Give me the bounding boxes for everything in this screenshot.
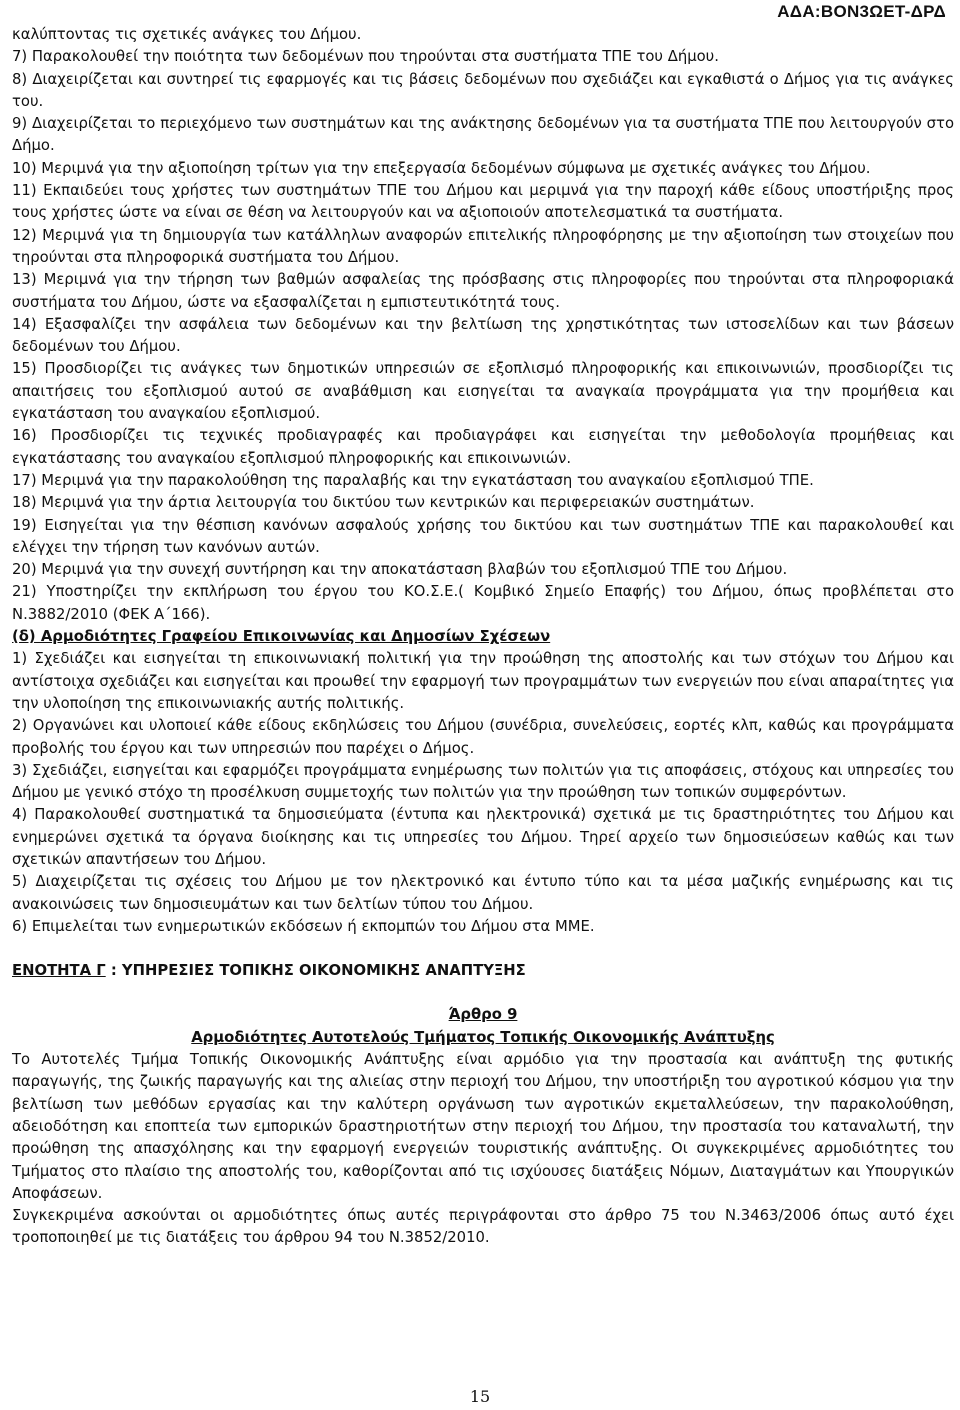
list-item: 4) Παρακολουθεί συστηματικά τα δημοσιεύματα (έντυπα και ηλεκτρονικά) σχετικά με τις δραστηριότητες του Δήμου και ενημερώνει σχετικά τα όργανα διοίκησης και τις υπηρεσίες του Δήμου. Τηρεί αρχείο των δημοσιεύσεων καθώς και των σχετικών απαντήσεων του Δήμου. [12, 806, 954, 868]
list-item: 8) Διαχειρίζεται και συντηρεί τις εφαρμογές και τις βάσεις δεδομένων που σχεδιάζει και εγκαθιστά ο Δήμος για τις ανάγκες του. [12, 70, 954, 110]
article-title: Αρμοδιότητες Αυτοτελούς Τμήματος Τοπικής Οικονομικής Ανάπτυξης [191, 1028, 775, 1046]
list-item: 14) Εξασφαλίζει την ασφάλεια των δεδομένων και την βελτίωση της χρηστικότητας των ιστοσελίδων και των βάσεων δεδομένων του Δήμου. [12, 315, 954, 356]
list-item: 18) Μεριμνά για την άρτια λειτουργία του δικτύου των κεντρικών και περιφερειακών συστημάτων. [12, 494, 755, 512]
article-number: Άρθρο 9 [448, 1006, 518, 1024]
list-item: 16) Προσδιορίζει τις τεχνικές προδιαγραφές και προδιαγράφει και εισηγείται την μεθοδολογία προμήθειας και εγκατάστασης του αναγκαίου εξοπλισμού πληροφορικής και επικοινωνιών. [12, 427, 954, 467]
list-item: 1) Σχεδιάζει και εισηγείται τη επικοινωνιακή πολιτική για την προώθηση της αποστολής και των στόχων του Δήμου και αντίστοιχα σχεδιάζει και εισηγείται και προωθεί την εφαρμογή των προγραμμάτων των ενεργειών που είναι απαραίτητες για την υλοποίηση της επικοινωνιακής αυτής πολιτικής. [12, 650, 954, 712]
article-paragraph: Το Αυτοτελές Τμήμα Τοπικής Οικονομικής Ανάπτυξης είναι αρμόδιο για την προστασία και ανάπτυξη της φυτικής παραγωγής, της ζωικής παραγωγής και της αλιείας στην περιοχή του Δήμου, την υποστήριξη του αγροτικού κόσμου για την βελτίωση των μεθόδων εργασίας και την καλύτερη οργάνωση των αγροτικών εκμεταλλεύσεων, την παρακολούθηση, αδειοδότηση και εποπτεία των εμπορικών δραστηριοτήτων στην περιοχή του Δήμου, την προστασία του καταναλωτή, την προώθηση της απασχόλησης και την εφαρμογή ενεργειών τουριστικής ανάπτυξης. Οι συγκεκριμένες αρμοδιότητες του Τμήματος στο πλαίσιο της αποστολής του, καθορίζονται από τις ισχύουσες διατάξεις Νόμων, Διαταγμάτων και Υπουργικών Αποφάσεων. [12, 1051, 954, 1202]
list-item: 3) Σχεδιάζει, εισηγείται και εφαρμόζει προγράμματα ενημέρωσης των πολιτών για τις αποφάσεις, στόχους και υπηρεσίες του Δήμου με γενικό στόχο τη προσέλκυση συμμετοχής των πολιτών για την προώθηση των τοπικών συμφερόντων. [12, 761, 954, 802]
spacer [12, 938, 954, 960]
list-item: 10) Μεριμνά για την αξιοποίηση τρίτων για την επεξεργασία δεδομένων σύμφωνα με σχετικές ανάγκες του Δήμου. [12, 159, 871, 177]
list-item: 5) Διαχειρίζεται τις σχέσεις του Δήμου με τον ηλεκτρονικό και έντυπο τύπο και τα μέσα μαζικής ενημέρωσης και τις ανακοινώσεις των δημοσιευμάτων και των δελτίων τύπου του Δήμου. [12, 873, 954, 913]
list-item: 15) Προσδιορίζει τις ανάγκες των δημοτικών υπηρεσιών σε εξοπλισμό πληροφορικής και επικοινωνιών, προσδιορίζει τις απαιτήσεις του εξοπλισμού αυτού σε αναβάθμιση και εισηγείται τα αναγκαία προγράμματα για την προμήθεια και εγκατάσταση του αναγκαίου εξοπλισμού. [12, 360, 954, 423]
unit-heading [12, 960, 954, 982]
unit-label: ΕΝΟΤΗΤΑ Γ [12, 962, 106, 980]
spacer [12, 982, 954, 1004]
unit-title: : ΥΠΗΡΕΣΙΕΣ ΤΟΠΙΚΗΣ ΟΙΚΟΝΟΜΙΚΗΣ ΑΝΑΠΤΥΞΗΣ [105, 962, 526, 980]
list-item: 19) Εισηγείται για την θέσπιση κανόνων ασφαλούς χρήσης του δικτύου και των συστημάτων ΤΠΕ και παρακολουθεί και ελέγχει την τήρηση των κανόνων αυτών. [12, 516, 954, 556]
list-item: 6) Επιμελείται των ενημερωτικών εκδόσεων ή εκπομπών του Δήμου στα ΜΜΕ. [12, 917, 595, 935]
page-number: 15 [469, 1387, 491, 1406]
items-list-d [12, 648, 954, 938]
article-paragraphs [12, 1049, 954, 1250]
list-item: 21) Υποστηρίζει την εκπλήρωση του έργου του ΚΟ.Σ.Ε.( Κομβικό Σημείο Επαφής) του Δήμου, όπως προβλέπεται στο Ν.3882/2010 (ΦΕΚ Α΄166). [12, 583, 954, 623]
list-item: 12) Μεριμνά για τη δημιουργία των κατάλληλων αναφορών επιτελικής πληροφόρησης με την αξιοποίηση των στοιχείων που τηρούνται στα πληροφορικά συστήματα του Δήμου. [12, 226, 954, 266]
list-item: 13) Μεριμνά για την τήρηση των βαθμών ασφαλείας της πρόσβασης στις πληροφορίες που τηρούνται στα πληροφοριακά συστήματα του Δήμου, ώστε να εξασφαλίζεται η εμπιστευτικότητά τους. [12, 271, 954, 311]
article-paragraph: Συγκεκριμένα ασκούνται οι αρμοδιότητες όπως αυτές περιγράφονται στο άρθρο 75 του Ν.3463/2006 όπως αυτό έχει τροποποιηθεί με τις διατάξεις του άρθρου 94 του Ν.3852/2010. [12, 1207, 954, 1247]
list-item: 20) Μεριμνά για την συνεχή συντήρηση και την αποκατάσταση βλαβών του εξοπλισμού ΤΠΕ του Δήμου. [12, 561, 788, 579]
list-item: καλύπτοντας τις σχετικές ανάγκες του Δήμου. [12, 26, 362, 43]
page-content [12, 24, 954, 1250]
list-item: 17) Μεριμνά για την παρακολούθηση της παραλαβής και την εγκατάσταση του αναγκαίου εξοπλισμού ΤΠΕ. [12, 471, 814, 489]
list-item: 7) Παρακολουθεί την ποιότητα των δεδομένων που τηρούνται στα συστήματα ΤΠΕ του Δήμου. [12, 48, 719, 66]
items-list-a [12, 24, 954, 626]
ada-code: ΑΔΑ:ΒΟΝ3ΩΕΤ-ΔΡΔ [777, 2, 946, 21]
section-d-title: (δ) Αρμοδιότητες Γραφείου Επικοινωνίας και Δημοσίων Σχέσεων [12, 628, 551, 646]
list-item: 9) Διαχειρίζεται το περιεχόμενο των συστημάτων και της ανάκτησης δεδομένων για τα συστήματα ΤΠΕ που λειτουργούν στο Δήμο. [12, 115, 954, 155]
list-item: 11) Εκπαιδεύει τους χρήστες των συστημάτων ΤΠΕ του Δήμου και μεριμνά για την παροχή κάθε είδους υποστήριξης προς τους χρήστες ώστε να είναι σε θέση να λειτουργούν και να αξιοποιούν αποτελεσματικά τα συστήματα. [12, 182, 954, 222]
list-item: 2) Οργανώνει και υλοποιεί κάθε είδους εκδηλώσεις του Δήμου (συνέδρια, συνελεύσεις, εορτές κλπ, καθώς και προγράμματα προβολής του έργου και των υπηρεσιών που παρέχει ο Δήμος. [12, 717, 954, 757]
